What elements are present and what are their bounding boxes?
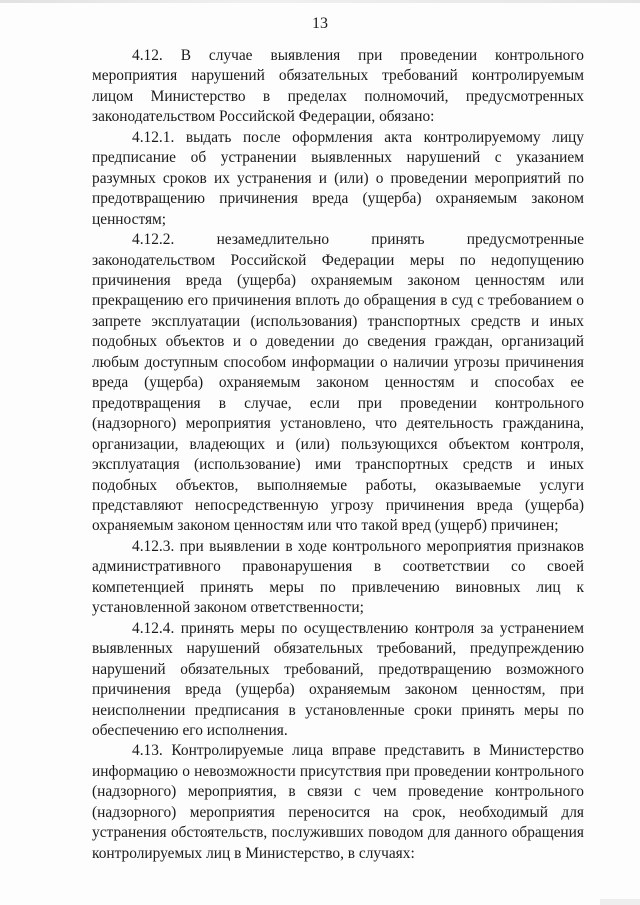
paragraph-4-12-2: 4.12.2. незамедлительно принять предусмотренные законодательством Российской Федерации меры по недопущению причинения вреда (ущерба) охраняемым законом ценностям или прекращению его причинения вплоть до обращения в суд с требованием о запрете эксплуатации (использования) транспортных средств и иных подобных объектов и о доведении до сведения граждан, организаций любым доступным способом информации о наличии угрозы причинения вреда (ущерба) охраняемым законом ценностям и способах ее предотвращения в случае, если при проведении контрольного (надзорного) мероприятия установлено, что деятельность гражданина, организации, владеющих и (или) пользующихся объектом контроля, эксплуатация (использование) ими транспортных средств и иных подобных объектов, выполняемые работы, оказываемые услуги представляют непосредственную угрозу причинения вреда (ущерба) охраняемым законом ценностям или что такой вред (ущерб) причинен; [92,231,584,535]
page-number: 13 [312,15,328,32]
scan-top-edge [0,0,640,3]
paragraph-4-12-3: 4.12.3. при выявлении в ходе контрольного мероприятия признаков административного правонарушения в соответствии со своей компетенцией принять меры по привлечению виновных лиц к установленной законом ответственности; [92,537,584,617]
scan-bottom-edge [600,899,640,905]
paragraph-4-13: 4.13. Контролируемые лица вправе представить в Министерство информацию о невозможности присутствия при проведении контрольного (надзорного) мероприятия, в связи с чем проведение контрольного (надзорного) мероприятия переносится на срок, необходимый для устранения обстоятельств, послуживших поводом для данного обращения контролируемых лиц в Министерство, в случаях: [92,742,584,862]
document-body [92,46,584,864]
paragraph-4-12: 4.12. В случае выявления при проведении контрольного мероприятия нарушений обязательных требований контролируемым лицом Министерство в пределах полномочий, предусмотренных законодательством Российской Федерации, обязано: [92,47,584,126]
paragraph-4-12-1: 4.12.1. выдать после оформления акта контролируемому лицу предписание об устранении выявленных нарушений с указанием разумных сроков их устранения и (или) о проведении мероприятий по предотвращению причинения вреда (ущерба) охраняемым законом ценностям; [92,128,584,228]
paragraph-4-12-4: 4.12.4. принять меры по осуществлению контроля за устранением выявленных нарушений обязательных требований, предупреждению нарушений обязательных требований, предотвращению возможного причинения вреда (ущерба) охраняемым законом ценностям, при неисполнении предписания в установленные сроки принять меры по обеспечению его исполнения. [92,619,584,739]
